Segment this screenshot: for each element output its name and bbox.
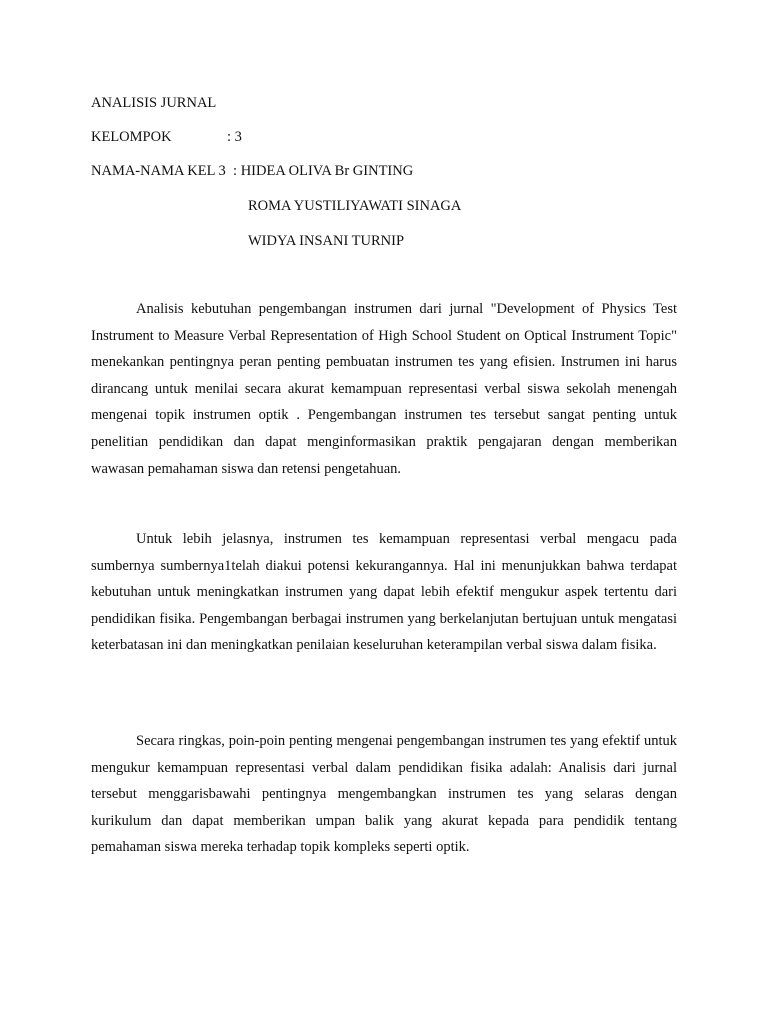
kelompok-label: KELOMPOK [91, 129, 172, 145]
kelompok-value: : 3 [227, 129, 242, 145]
member-name: ROMA YUSTILIYAWATI SINAGA [248, 198, 462, 214]
member-name: WIDYA INSANI TURNIP [248, 233, 405, 249]
paragraph-2: Untuk lebih jelasnya, instrumen tes kemampuan representasi verbal mengacu pada sumbernya sumbernya1telah diakui potensi kekurangannya. Hal ini menunjukkan bahwa terdapat kebutuhan untuk meningkatkan instrumen yang dapat lebih efektif mengukur aspek tertentu dari pendidikan fisika. Pengembangan berbagai instrumen yang berkelanjutan bertujuan untuk mengatasi keterbatasan ini dan meningkatkan penilaian keseluruhan keterampilan verbal siswa dalam fisika. [91, 531, 677, 654]
paragraph-3: Secara ringkas, poin-poin penting mengenai pengembangan instrumen tes yang efektif untuk mengukur kemampuan representasi verbal dalam pendidikan fisika adalah: Analisis dari jurnal tersebut menggarisbawahi pentingnya mengembangkan instrumen tes yang selaras dengan kurikulum dan dapat memberikan umpan balik yang akurat kepada para pendidik tentang pemahaman siswa mereka terhadap topik kompleks seperti optik. [91, 733, 677, 856]
document-title: ANALISIS JURNAL [91, 95, 217, 111]
paragraph-1: Analisis kebutuhan pengembangan instrumen dari jurnal "Development of Physics Test Instrument to Measure Verbal Representation of High School Student on Optical Instrument Topic" menekankan pentingnya peran penting pembuatan instrumen tes yang efisien. Instrumen ini harus dirancang untuk menilai secara akurat kemampuan representasi verbal siswa sekolah menengah mengenai topik instrumen optik . Pengembangan instrumen tes tersebut sangat penting untuk penelitian pendidikan dan dapat menginformasikan praktik pengajaran dengan memberikan wawasan pemahaman siswa dan retensi pengetahuan. [91, 301, 677, 477]
group-names-line: NAMA-NAMA KEL 3 : HIDEA OLIVA Br GINTING [91, 163, 414, 179]
